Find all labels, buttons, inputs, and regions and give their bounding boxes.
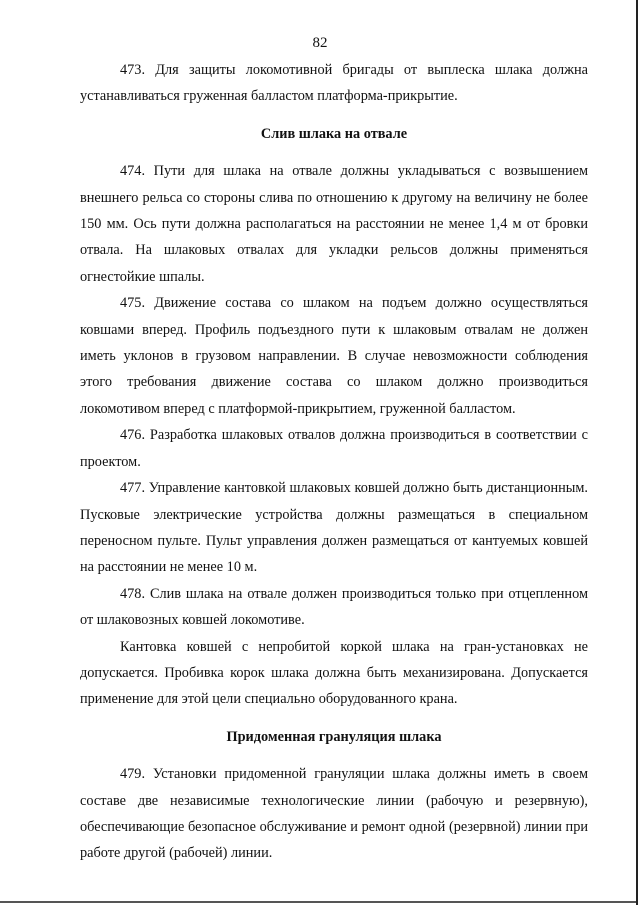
page-number: 82: [312, 35, 328, 51]
paragraph-478-continuation: Кантовка ковшей с непробитой коркой шлака на гран-установках не допускается. Пробивка корок шлака должна быть механизирована. Допускается применение для этой цели специально оборудованного крана.: [80, 638, 588, 708]
paragraph-476: 476. Разработка шлаковых отвалов должна производиться в соответствии с проектом.: [80, 427, 588, 470]
paragraph-479: 479. Установки придоменной грануляции шлака должны иметь в своем составе две независимые технологические линии (рабочую и резервную), обеспечивающие безопасное обслуживание и ремонт одной (резервной) линии при работе другой (рабочей) линии.: [80, 766, 588, 862]
paragraph-473: 473. Для защиты локомотивной бригады от выплеска шлака должна устанавливаться груженная балластом платформа-прикрытие.: [80, 62, 588, 105]
paragraph-474: 474. Пути для шлака на отвале должны укладываться с возвышением внешнего рельса со стороны слива по отношению к другому на величину не более 150 мм. Ось пути должна располагаться на расстоянии не менее 1,4 м от бровки отвала. На шлаковых отвалах для укладки рельсов должны применяться огнестойкие шпалы.: [80, 163, 588, 285]
paragraph-477: 477. Управление кантовкой шлаковых ковшей должно быть дистанционным. Пусковые электрические устройства должны размещаться в специальном переносном пульте. Пульт управления должен размещаться от кантуемых ковшей на расстоянии не менее 10 м.: [80, 480, 588, 576]
section-heading-granulation: Придоменная грануляция шлака: [226, 728, 442, 745]
document-body: [80, 57, 588, 867]
page-edge-bottom: [0, 901, 636, 903]
section-heading-slag-dump: Слив шлака на отвале: [260, 125, 408, 142]
page-edge-right: [636, 0, 638, 905]
paragraph-475: 475. Движение состава со шлаком на подъем должно осуществляться ковшами вперед. Профиль подъездного пути к шлаковым отвалам не должен иметь уклонов в грузовом направлении. В случае невозможности соблюдения этого требования движение состава со шлаком должно производиться локомотивом вперед с платформой-прикрытием, груженной балластом.: [80, 295, 588, 417]
paragraph-478: 478. Слив шлака на отвале должен производиться только при отцепленном от шлаковозных ковшей локомотиве.: [80, 585, 588, 629]
